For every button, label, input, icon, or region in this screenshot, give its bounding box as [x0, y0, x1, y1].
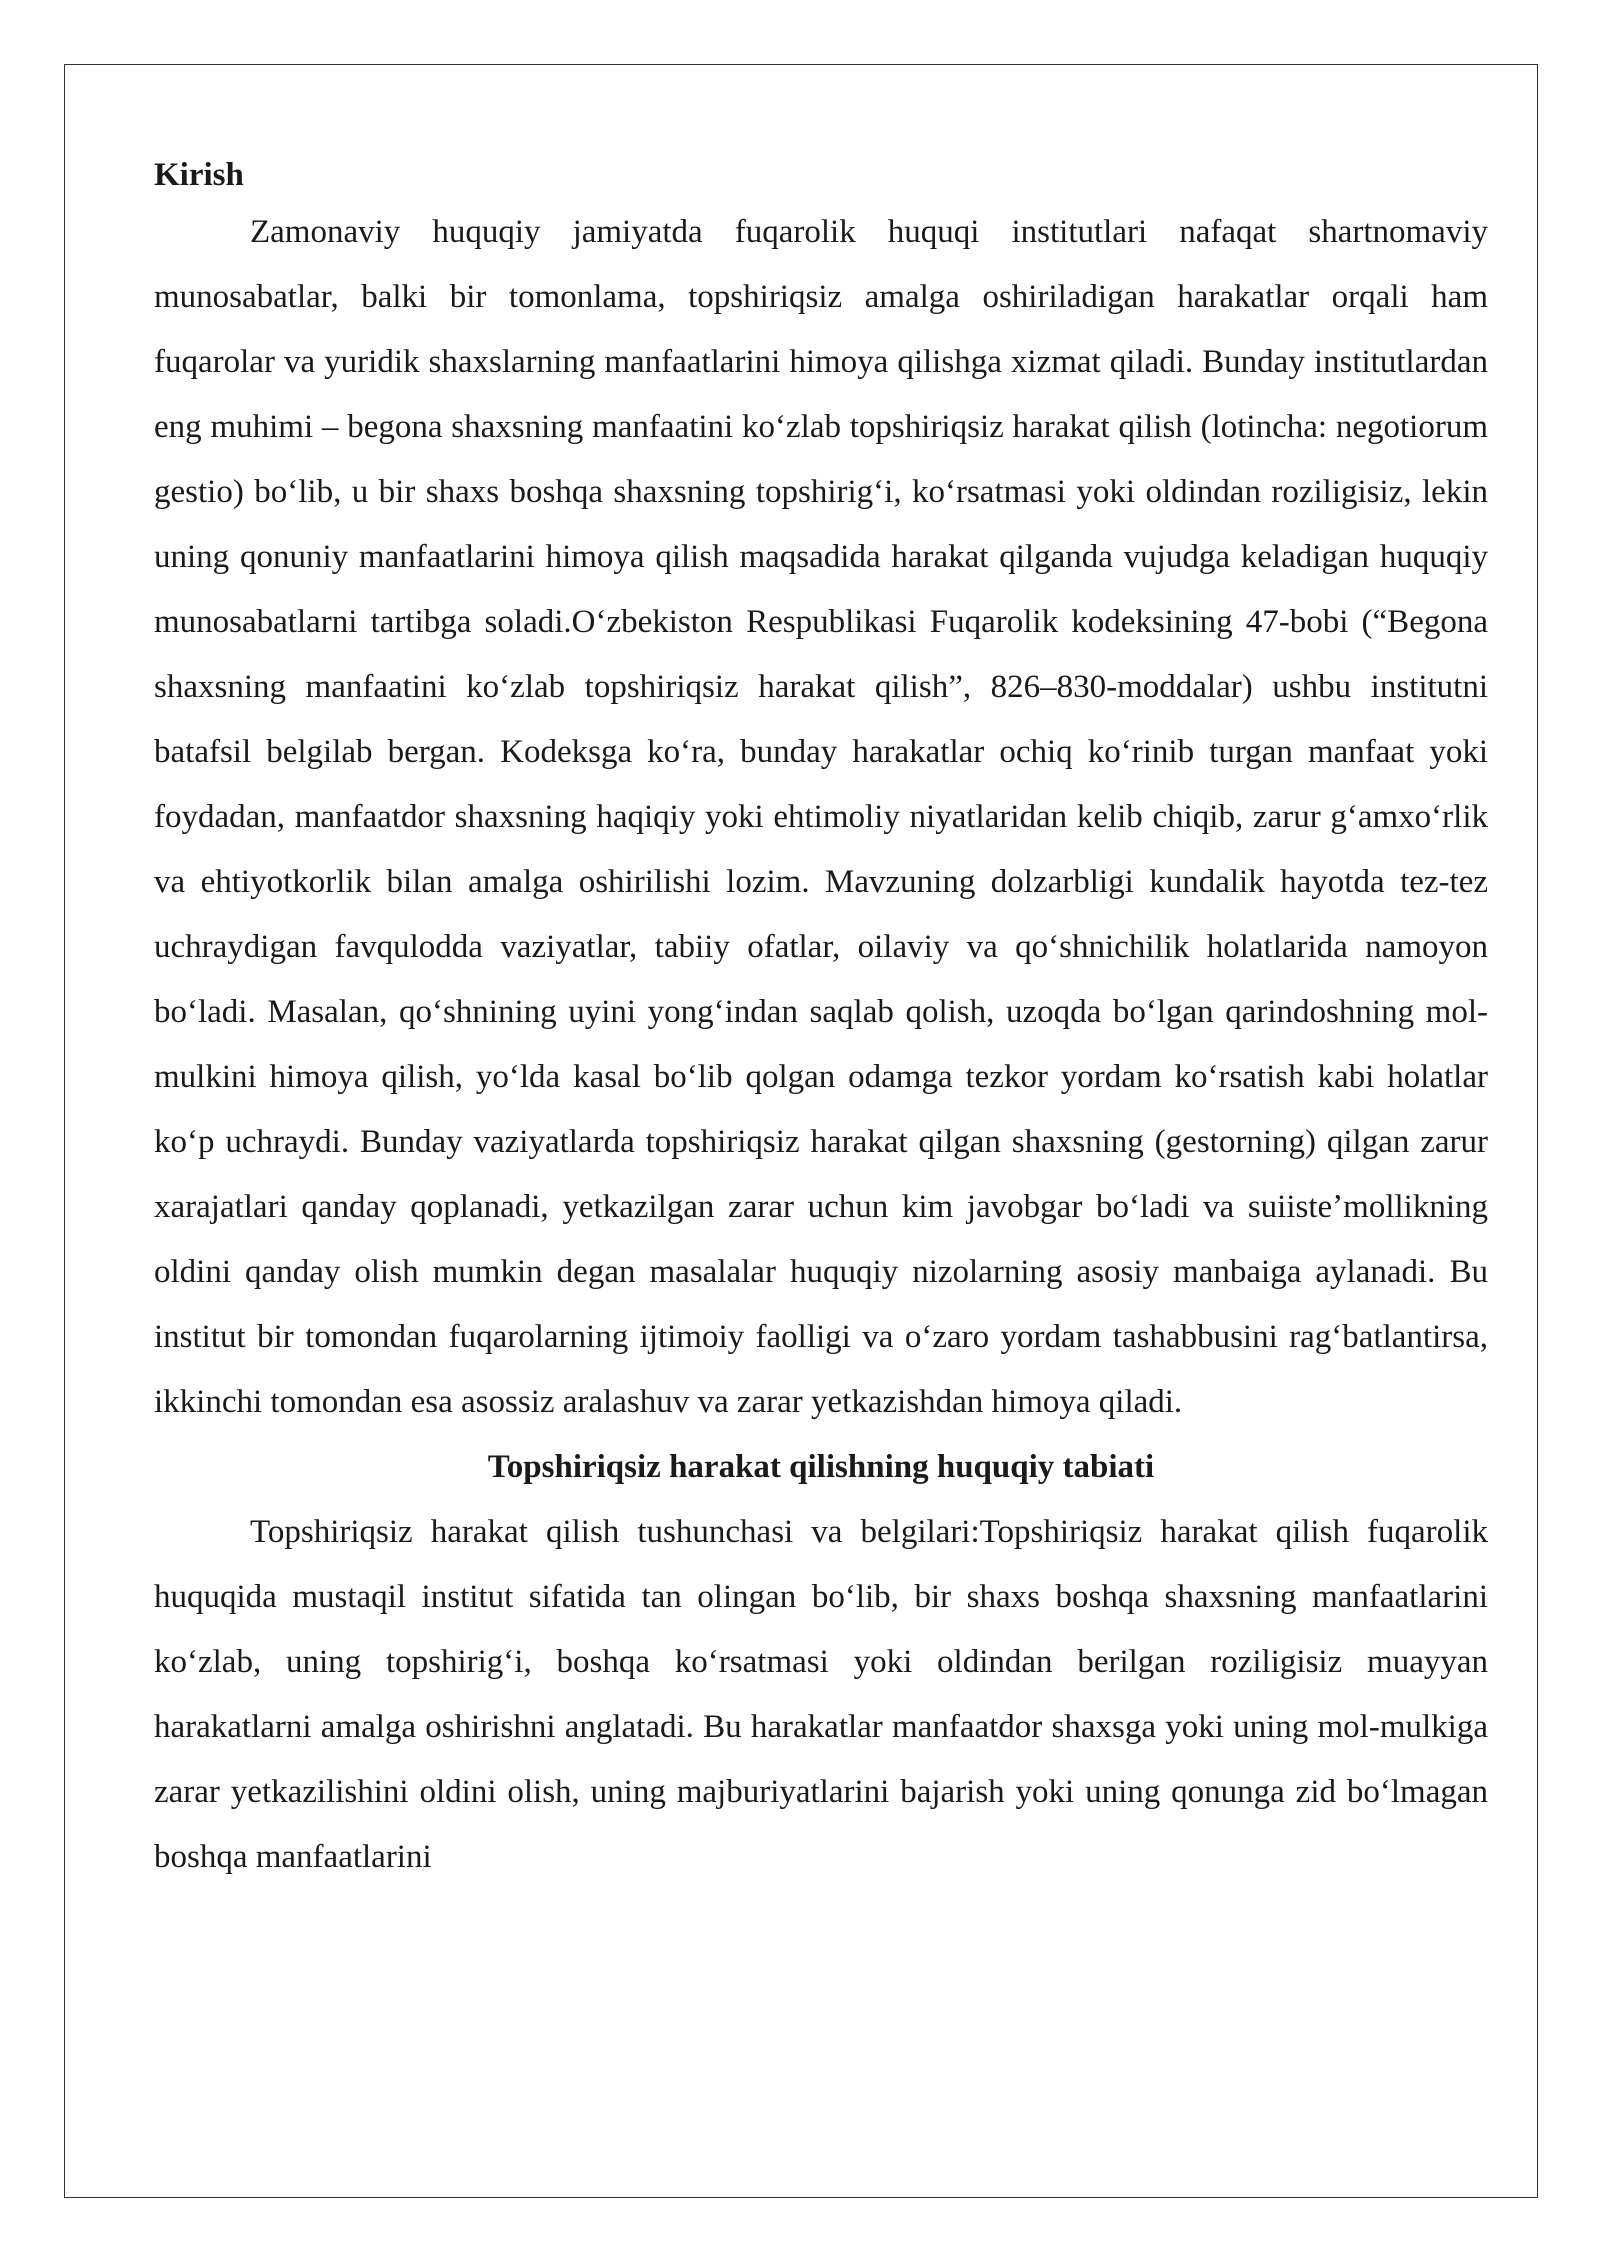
section-heading-kirish: Kirish: [154, 157, 244, 193]
document-body: [154, 150, 1488, 1890]
section-heading-legal-nature: Topshiriqsiz harakat qilishning huquqiy tabiati: [487, 1449, 1155, 1485]
intro-paragraph: Zamonaviy huquqiy jamiyatda fuqarolik huquqi institutlari nafaqat shartnomaviy munosabatlar, balki bir tomonlama, topshiriqsiz amalga oshiriladigan harakatlar orqali ham fuqarolar va yuridik shaxslarning manfaatlarini himoya qilishga xizmat qiladi. Bunday institutlardan eng muhimi – begona shaxsning manfaatini koʻzlab topshiriqsiz harakat qilish (lotincha: negotiorum gestio) boʻlib, u bir shaxs boshqa shaxsning topshirigʻi, koʻrsatmasi yoki oldindan roziligisiz, lekin uning qonuniy manfaatlarini himoya qilish maqsadida harakat qilganda vujudga keladigan huquqiy munosabatlarni tartibga soladi.Oʻzbekiston Respublikasi Fuqarolik kodeksining 47-bobi (“Begona shaxsning manfaatini koʻzlab topshiriqsiz harakat qilish”, 826–830-moddalar) ushbu institutni batafsil belgilab bergan. Kodeksga koʻra, bunday harakatlar ochiq koʻrinib turgan manfaat yoki foydadan, manfaatdor shaxsning haqiqiy yoki ehtimoliy niyatlaridan kelib chiqib, zarur gʻamxoʻrlik va ehtiyotkorlik bilan amalga oshirilishi lozim. Mavzuning dolzarbligi kundalik hayotda tez-tez uchraydigan favqulodda vaziyatlar, tabiiy ofatlar, oilaviy va qoʻshnichilik holatlarida namoyon boʻladi. Masalan, qoʻshnining uyini yongʻindan saqlab qolish, uzoqda boʻlgan qarindoshning mol-mulkini himoya qilish, yoʻlda kasal boʻlib qolgan odamga tezkor yordam koʻrsatish kabi holatlar koʻp uchraydi. Bunday vaziyatlarda topshiriqsiz harakat qilgan shaxsning (gestorning) qilgan zarur xarajatlari qanday qoplanadi, yetkazilgan zarar uchun kim javobgar boʻladi va suiisteʼmollikning oldini qanday olish mumkin degan masalalar huquqiy nizolarning asosiy manbaiga aylanadi. Bu institut bir tomondan fuqarolarning ijtimoiy faolligi va oʻzaro yordam tashabbusini ragʻbatlantirsa, ikkinchi tomondan esa asossiz aralashuv va zarar yetkazishdan himoya qiladi.: [154, 214, 1488, 1420]
legal-nature-paragraph: Topshiriqsiz harakat qilish tushunchasi va belgilari:Topshiriqsiz harakat qilish fuqarolik huquqida mustaqil institut sifatida tan olingan boʻlib, bir shaxs boshqa shaxsning manfaatlarini koʻzlab, uning topshirigʻi, boshqa koʻrsatmasi yoki oldindan berilgan roziligisiz muayyan harakatlarni amalga oshirishni anglatadi. Bu harakatlar manfaatdor shaxsga yoki uning mol-mulkiga zarar yetkazilishini oldini olish, uning majburiyatlarini bajarish yoki uning qonunga zid boʻlmagan boshqa manfaatlarini: [154, 1514, 1488, 1875]
